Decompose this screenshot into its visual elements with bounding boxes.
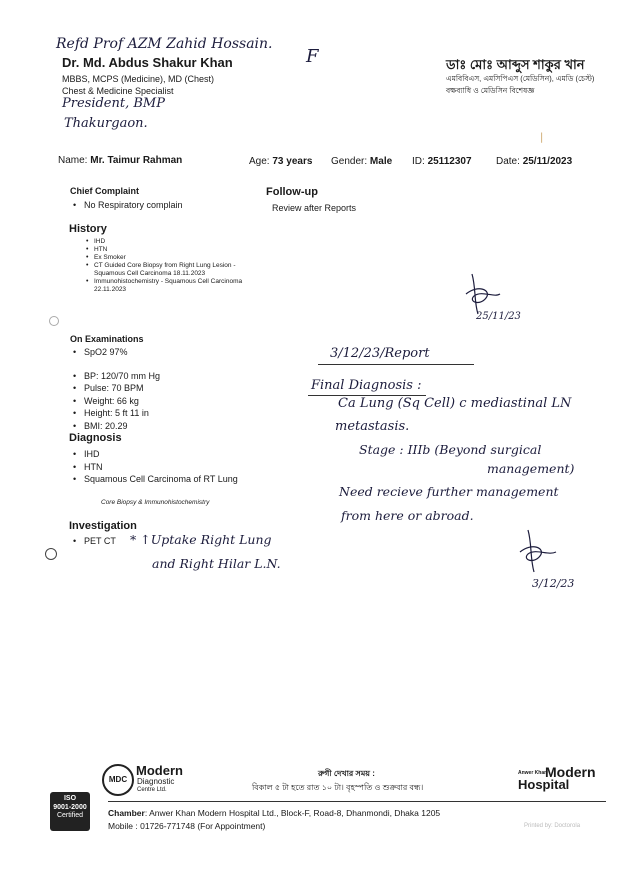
list-item: • HTN <box>70 461 240 474</box>
history-title: History <box>69 223 107 235</box>
gender-label: Gender: <box>331 156 368 167</box>
spo2-list <box>70 347 128 357</box>
patient-date <box>496 156 572 167</box>
modern-diagnostic-logo-icon: MDC <box>102 764 134 796</box>
investigation-list <box>70 536 116 546</box>
chamber-label: Chamber <box>108 808 145 818</box>
patient-gender <box>331 156 392 167</box>
list-item: • Immunohistochemistry - Squamous Cell Carcinoma 22.11.2023 <box>84 278 244 294</box>
id-label: ID: <box>412 156 425 167</box>
list-item: • Height: 5 ft 11 in <box>70 407 160 419</box>
hospital-name-2: Hospital <box>518 777 570 792</box>
hospital-name: Modern <box>545 764 596 780</box>
doctor-specialty-bangla: বক্ষব্যাধি ও মেডিসিন বিশেষজ্ঞ <box>446 86 535 95</box>
modern-diagnostic-name: Modern <box>136 763 183 778</box>
corner-mark: F <box>306 46 319 67</box>
doctor-name-bangla: ডাঃ মোঃ আব্দুস শাকুর খান <box>446 57 585 72</box>
referral-note: Refd Prof AZM Zahid Hossain. <box>56 36 273 52</box>
list-item: • SpO2 97% <box>70 347 128 357</box>
diagnosis-note: Core Biopsy & Immunohistochemistry <box>101 499 210 506</box>
handwritten-title-2: Thakurgaon. <box>64 116 148 131</box>
vitals-list <box>70 370 160 432</box>
chief-complaint-title: Chief Complaint <box>70 186 139 196</box>
report-line: Need recieve further management <box>339 484 559 499</box>
list-item: • PET CT <box>70 536 116 546</box>
report-line: management) <box>487 461 575 476</box>
list-item: • Weight: 66 kg <box>70 395 160 407</box>
diagnosis-title: Diagnosis <box>69 432 122 444</box>
age-value: 73 years <box>272 156 313 167</box>
list-item: • IHD <box>70 448 240 461</box>
gender-value: Male <box>369 156 393 167</box>
list-item: • HTN <box>84 246 244 254</box>
handwritten-title-1: President, BMP <box>62 96 165 111</box>
patient-age <box>249 156 312 167</box>
doctor-name: Dr. Md. Abdus Shakur Khan <box>62 55 233 70</box>
modern-diagnostic-sub: Diagnostic <box>137 777 175 786</box>
visiting-hours-title: রুগী দেখার সময় : <box>318 769 375 778</box>
report-date: 3/12/23 <box>532 577 575 590</box>
list-item: • IHD <box>84 238 244 246</box>
signature-mark-2 <box>516 528 566 576</box>
followup-text: Review after Reports <box>272 203 357 213</box>
punch-hole <box>45 548 57 560</box>
report-heading: 3/12/23/Report <box>330 346 430 361</box>
iso-badge <box>50 792 90 831</box>
list-item: • Squamous Cell Carcinoma of RT Lung <box>70 473 240 486</box>
history-list <box>84 238 244 294</box>
report-line: Final Diagnosis : <box>311 378 422 393</box>
report-line: metastasis. <box>335 419 410 434</box>
chief-complaint-list <box>70 200 183 210</box>
list-item: • BMI: 20.29 <box>70 420 160 432</box>
doctor-qualification-bangla: এমবিবিএস, এমসিপিএস (মেডিসিন), এমডি (চেস্ট) <box>446 74 595 83</box>
list-item: • Ex Smoker <box>84 254 244 262</box>
report-line: from here or abroad. <box>341 508 474 523</box>
report-line: Stage : IIIb (Beyond surgical <box>359 442 542 457</box>
on-exam-title: On Examinations <box>70 334 144 344</box>
chamber-address <box>108 808 440 818</box>
doctor-qualification: MBBS, MCPS (Medicine), MD (Chest) <box>62 74 215 84</box>
mobile-number: Mobile : 01726-771748 (For Appointment) <box>108 821 266 831</box>
diagnosis-list <box>70 448 240 486</box>
investigation-finding: and Right Hilar L.N. <box>152 556 281 571</box>
age-label: Age: <box>249 156 270 167</box>
iso-text: ISO <box>63 795 77 802</box>
chamber-text: : Anwer Khan Modern Hospital Ltd., Block-F, Road-8, Dhanmondi, Dhaka 1205 <box>144 808 441 818</box>
printed-by: Printed by: Doctorola <box>524 823 581 829</box>
patient-id <box>412 156 472 167</box>
list-item: • CT Guided Core Biopsy from Right Lung Lesion - Squamous Cell Carcinoma 18.11.2023 <box>84 262 244 278</box>
visiting-hours: বিকাল ৫ টা হতে রাত ১০ টা। বৃহস্পতি ও শুক্রবার বন্ধ। <box>252 783 424 792</box>
doctor-specialty: Chest & Medicine Specialist <box>62 86 174 96</box>
investigation-title: Investigation <box>69 520 137 532</box>
investigation-finding: * ↑Uptake Right Lung <box>130 532 272 547</box>
list-item: • Pulse: 70 BPM <box>70 382 160 394</box>
list-item: • No Respiratory complain <box>70 200 183 210</box>
hospital-small-text: Anwer Khan <box>518 770 548 776</box>
report-line: Ca Lung (Sq Cell) c mediastinal LN <box>338 396 572 411</box>
date-value: 25/11/2023 <box>522 156 573 167</box>
punch-hole <box>49 316 59 326</box>
patient-info <box>58 155 182 166</box>
modern-diagnostic-sub-2: Centre Ltd. <box>137 787 167 793</box>
signature-date: 25/11/23 <box>476 311 521 322</box>
list-item: • BP: 120/70 mm Hg <box>70 370 160 382</box>
iso-text: Certified <box>56 812 84 819</box>
name-label: Name: <box>58 155 88 166</box>
id-value: 25112307 <box>427 156 472 167</box>
followup-title: Follow-up <box>266 186 318 198</box>
iso-text: 9001-2000 <box>53 803 87 811</box>
date-label: Date: <box>496 156 520 167</box>
patient-name: Mr. Taimur Rahman <box>90 155 183 166</box>
